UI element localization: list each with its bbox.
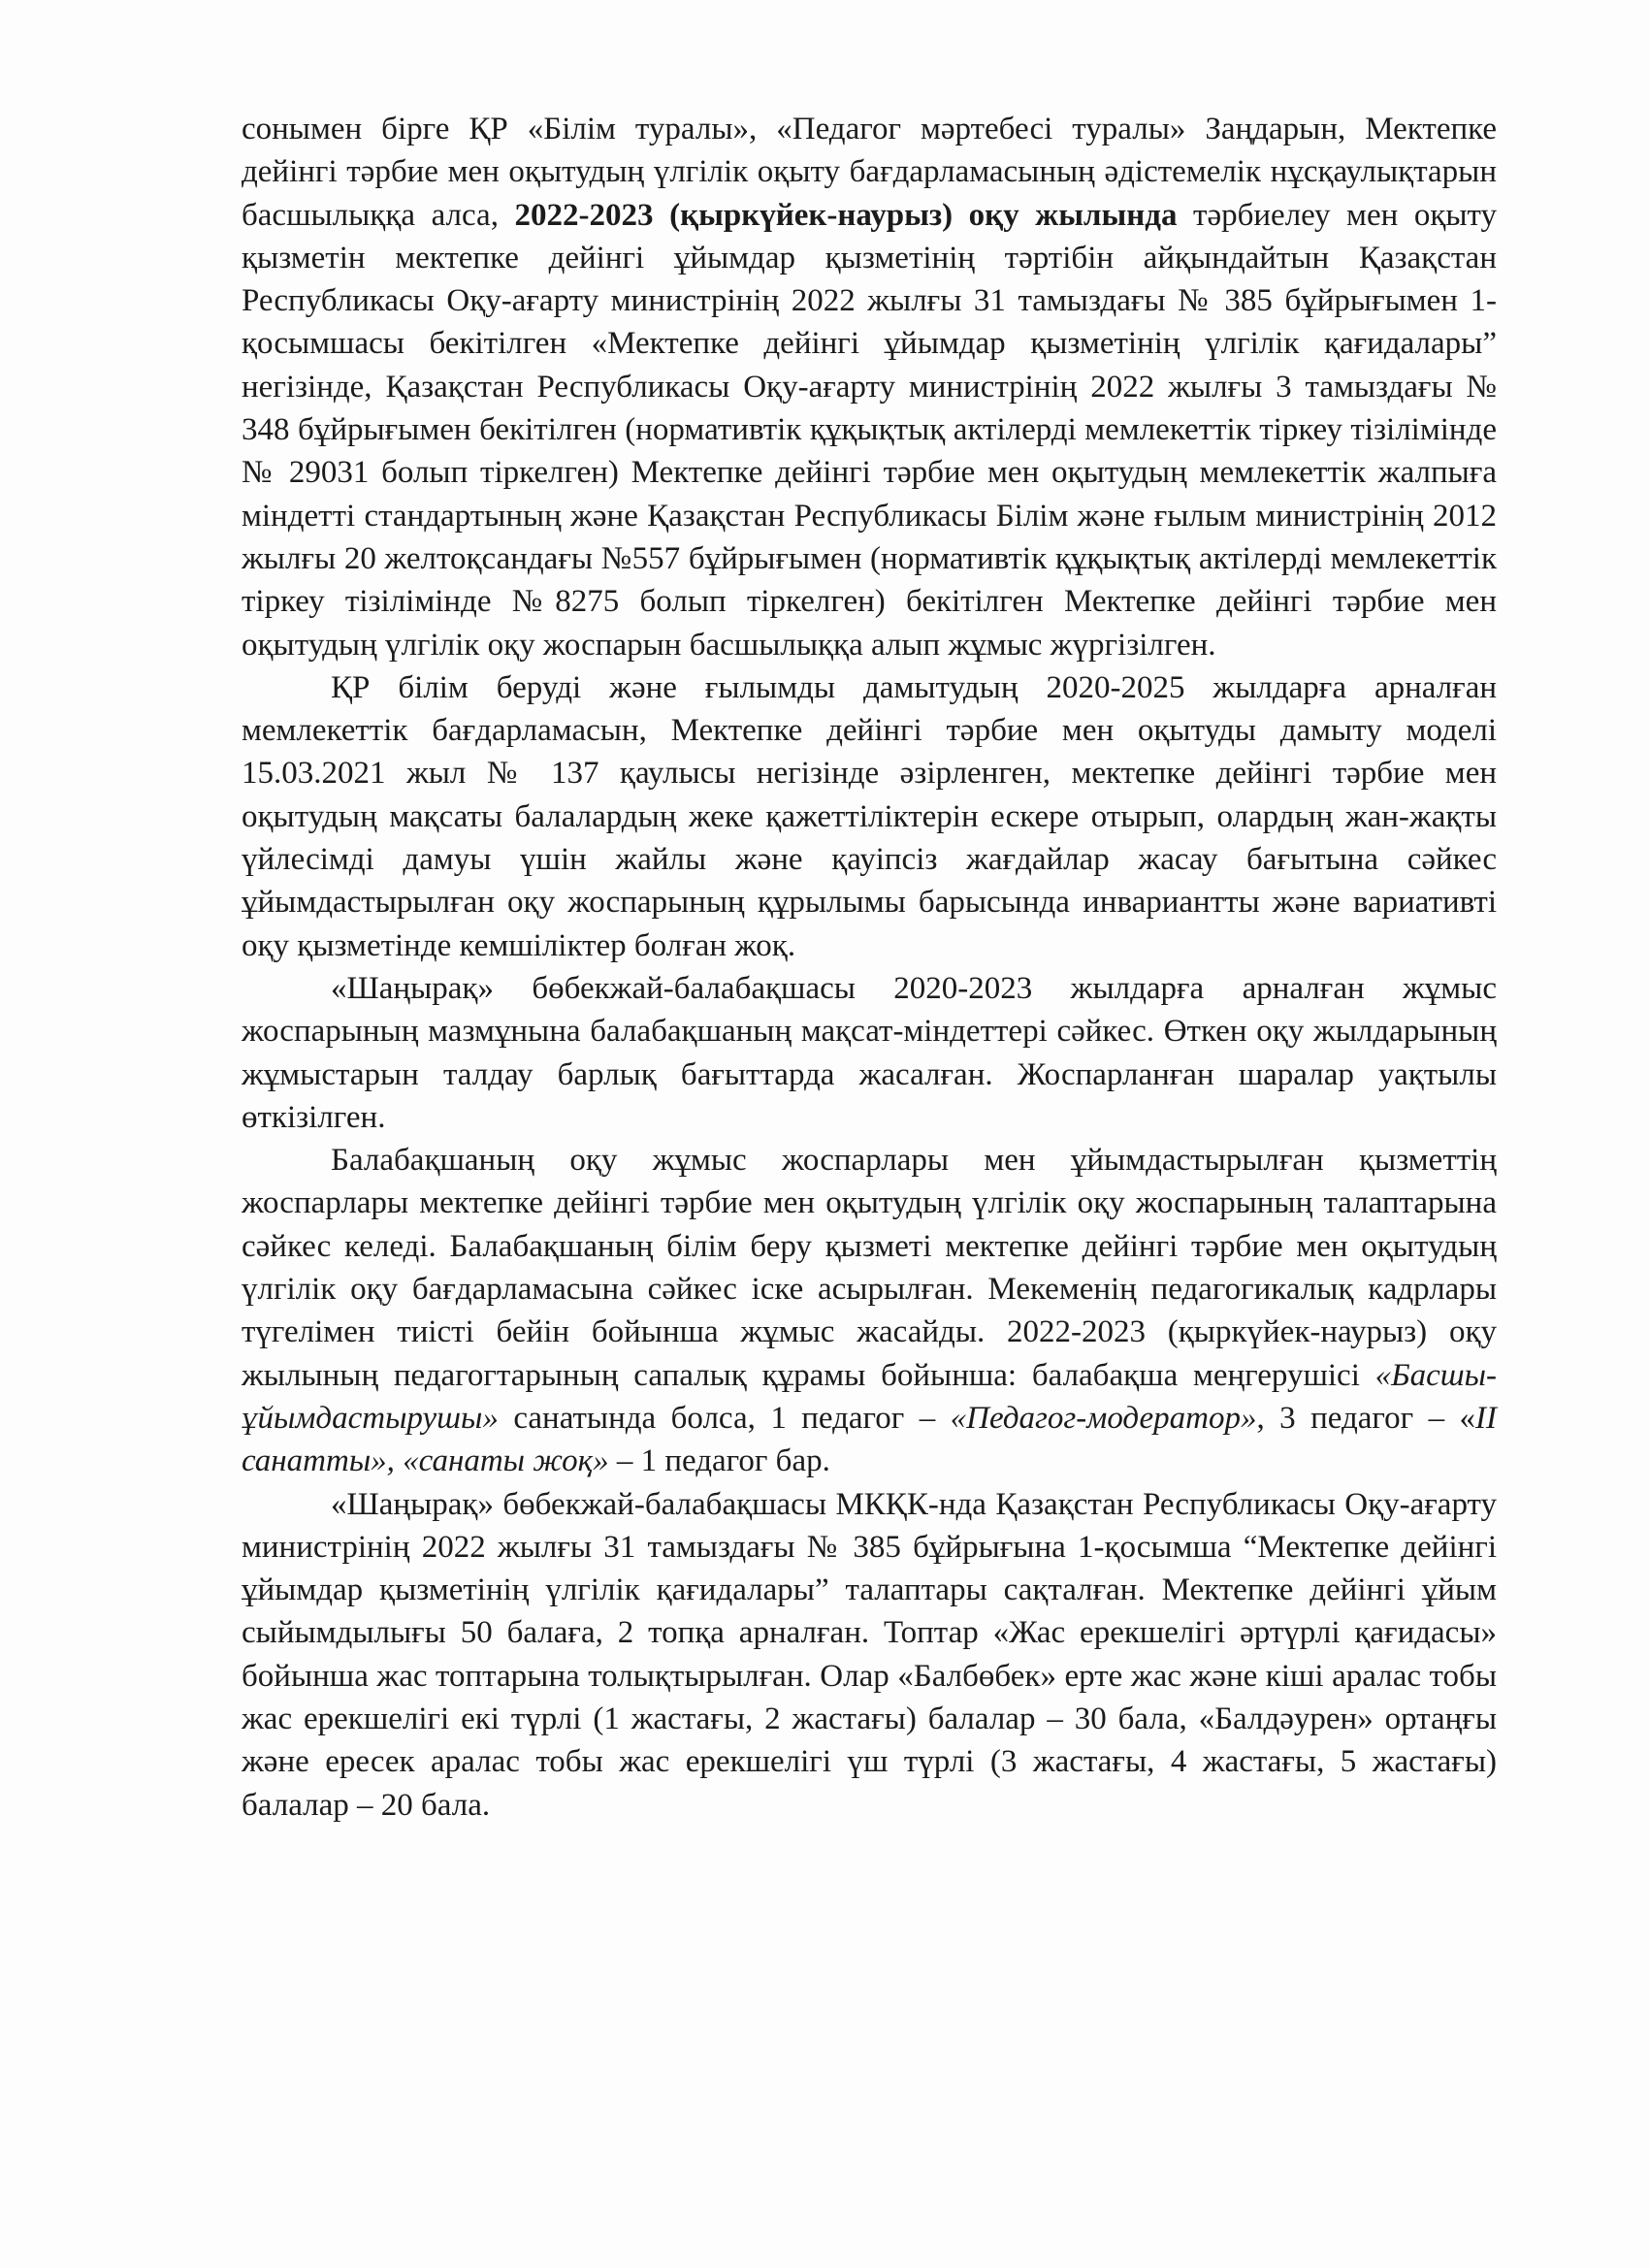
paragraph-1 xyxy=(242,108,1497,666)
italic-text-segment: «Басшы-ұйымдастырушы» xyxy=(242,1357,1497,1436)
text-segment: «Шаңырақ» бөбекжай-балабақшасы 2020-2023 жылдарға арналған жұмыс жоспарының мазмұнына балабақшаның мақсат-міндеттері сәйкес. Өткен оқу жылдарының жұмыстарын талдау барлық бағыттарда жасалған. Жоспарланған шаралар уақтылы өткізілген. xyxy=(242,970,1497,1135)
paragraph-5 xyxy=(242,1483,1497,1827)
text-segment: – 1 педагог бар. xyxy=(608,1443,830,1479)
italic-text-segment: ІІ санатты», «санаты жоқ» xyxy=(242,1400,1497,1479)
italic-text-segment: «Педагог-модератор» xyxy=(950,1400,1257,1436)
text-segment: санатында болса, 1 педагог – xyxy=(498,1400,951,1436)
bold-text-segment: 2022-2023 (қыркүйек-наурыз) оқу жылында xyxy=(514,197,1178,233)
paragraph-2 xyxy=(242,666,1497,967)
paragraph-4 xyxy=(242,1139,1497,1482)
text-segment: сонымен бірге ҚР «Білім туралы», «Педагог мәртебесі туралы» Заңдарын, Мектепке дейінгі тәрбие мен оқытудың үлгілік оқыту бағдарламасының әдістемелік нұсқаулықтарын басшылыққа алса, xyxy=(242,112,1497,233)
text-segment: тәрбиелеу мен оқыту қызметін мектепке дейінгі ұйымдар қызметінің тәртібін айқындайтын Қазақстан Республикасы Оқу-ағарту министрінің 2022 жылғы 31 тамыздағы № 385 бұйрығымен 1-қосымшасы бекітілген «Мектепке дейінгі ұйымдар қызметінің үлгілік қағидалары” негізінде, Қазақстан Республикасы Оқу-ағарту министрінің 2022 жылғы 3 тамыздағы № 348 бұйрығымен бекітілген (нормативтік құқықтық актілерді мемлекеттік тіркеу тізілімінде № 29031 болып тіркелген) Мектепке дейінгі тәрбие мен оқытудың мемлекеттік жалпыға міндетті стандартының және Қазақстан Республикасы Білім және ғылым министрінің 2012 жылғы 20 желтоқсандағы №557 бұйрығымен (нормативтік құқықтық актілерді мемлекеттік тіркеу тізілімінде №8275 болып тіркелген) бекітілген Мектепке дейінгі тәрбие мен оқытудың үлгілік оқу жоспарын басшылыққа алып жұмыс жүргізілген. xyxy=(242,197,1498,663)
text-segment: Балабақшаның оқу жұмыс жоспарлары мен ұйымдастырылған қызметтің жоспарлары мектепке дейінгі тәрбие мен оқытудың үлгілік оқу жоспарының талаптарына сәйкес келеді. Балабақшаның білім беру қызметі мектепке дейінгі тәрбие мен оқытудың үлгілік оқу бағдарламасына сәйкес іске асырылған. Мекеменің педагогикалық кадрлары түгелімен тиісті бейін бойынша жұмыс жасайды. 2022-2023 (қыркүйек-наурыз) оқу жылының педагогтарының сапалық құрамы бойынша: балабақша меңгерушісі xyxy=(242,1143,1497,1393)
paragraph-3 xyxy=(242,967,1497,1139)
text-segment: , 3 педагог – « xyxy=(1256,1400,1476,1436)
text-segment: ҚР білім беруді және ғылымды дамытудың 2020-2025 жылдарға арналған мемлекеттік бағдарламасын, Мектепке дейінгі тәрбие мен оқытуды дамыту моделі 15.03.2021 жыл № 137 қаулысы негізінде әзірленген, мектепке дейінгі тәрбие мен оқытудың мақсаты балалардың жеке қажеттіліктерін ескере отырып, олардың жан-жақты үйлесімді дамуы үшін жайлы және қауіпсіз жағдайлар жасау бағытына сәйкес ұйымдастырылған оқу жоспарының құрылымы барысында инвариантты және вариативті оқу қызметінде кемшіліктер болған жоқ. xyxy=(242,669,1497,963)
document-body xyxy=(242,108,1497,1827)
text-segment: «Шаңырақ» бөбекжай-балабақшасы МКҚК-нда Қазақстан Республикасы Оқу-ағарту министрінің 2022 жылғы 31 тамыздағы № 385 бұйрығына 1-қосымша “Мектепке дейінгі ұйымдар қызметінің үлгілік қағидалары” талаптары сақталған. Мектепке дейінгі ұйым сыйымдылығы 50 балаға, 2 топқа арналған. Топтар «Жас ерекшелігі әртүрлі қағидасы» бойынша жас топтарына толықтырылған. Олар «Балбөбек» ерте жас және кіші аралас тобы жас ерекшелігі екі түрлі (1 жастағы, 2 жастағы) балалар – 30 бала, «Балдәурен» ортаңғы және ересек аралас тобы жас ерекшелігі үш түрлі (3 жастағы, 4 жастағы, 5 жастағы) балалар – 20 бала. xyxy=(242,1486,1497,1823)
